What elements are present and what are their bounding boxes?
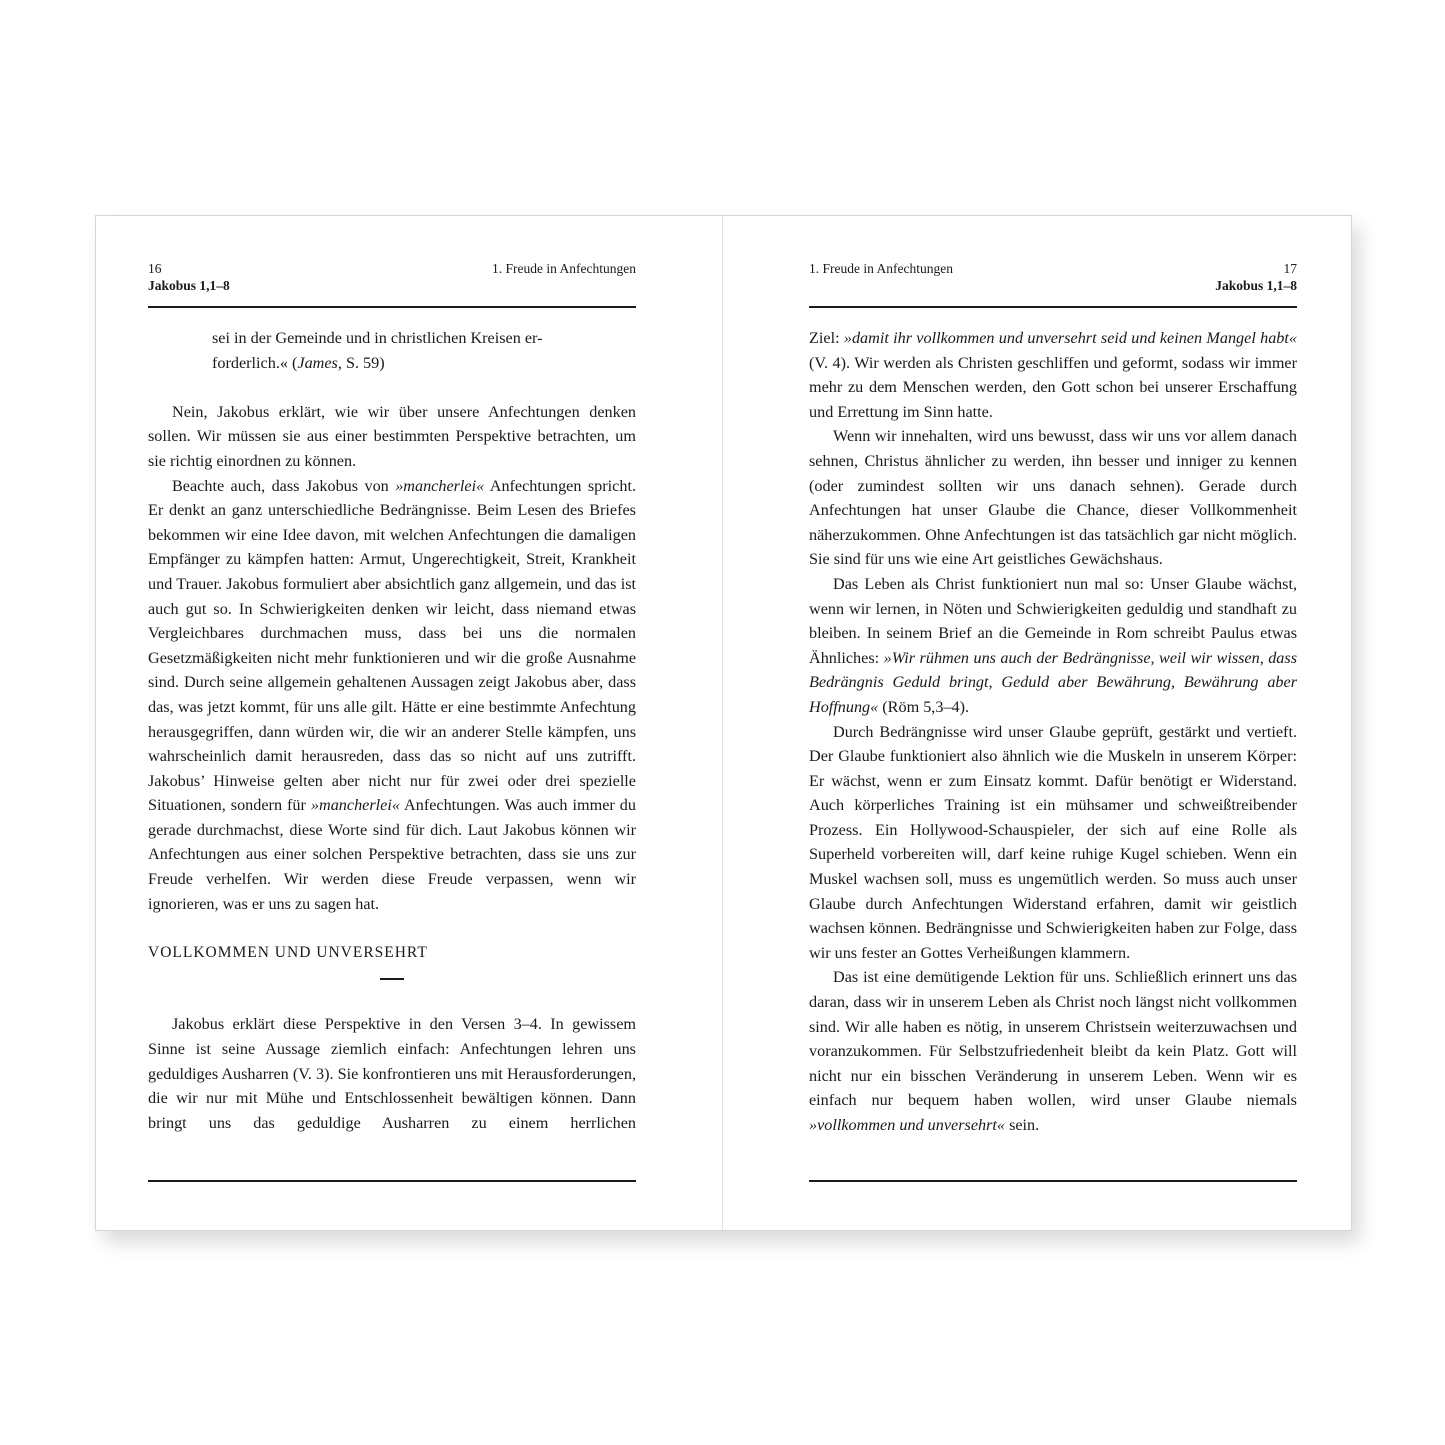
right-page	[723, 216, 1351, 1230]
text-run: Ziel:	[809, 329, 844, 347]
page-number: 17	[1283, 261, 1297, 276]
paragraph	[809, 965, 1297, 1137]
block-quote	[212, 326, 572, 375]
text-run: Beachte auch, dass Jakobus von	[172, 476, 396, 495]
section-dash	[380, 978, 404, 980]
paragraph	[809, 572, 1297, 720]
paragraph: Durch Bedrängnisse wird unser Glaube geprüft, gestärkt und vertieft. Der Glaube funktioniert also ähnlich wie die Muskeln in unserem Körper: Er wächst, wenn er zum Einsatz kommt. Dafür benötigt er Widerstand. Auch körperliches Training ist ein mühsamer und schweißtreibender Prozess. Ein Hollywood-Schauspieler, der sich auf eine Rolle als Superheld vorbereiten will, darf keine ruhige Kugel schieben. Wenn ein Muskel wachsen soll, muss es ungemütlich werden. So muss auch unser Glaube durch Anfechtungen Widerstand erfahren, damit wir geistlich wachsen können. Bedrängnisse und Schwierigkeiten haben zur Folge, dass wir uns fester an Gottes Verheißungen klammern.	[809, 722, 1297, 962]
page-number: 16	[148, 261, 162, 276]
section-title: VOLLKOMMEN UND UNVERSEHRT	[148, 943, 428, 961]
left-page-header	[148, 261, 636, 297]
text-run: sein.	[1005, 1116, 1040, 1134]
paragraph: Nein, Jakobus erklärt, wie wir über unsere Anfechtungen denken sollen. Wir müssen sie aus einer bestimmten Perspektive betrachten, um sie richtig einordnen zu können.	[148, 402, 636, 470]
italic-quote: »Wir rühmen uns auch der Bedrängnisse, weil wir wissen, dass Bedrängnis Geduld bringt, Geduld aber Bewährung, Bewährung aber Hoffnung«	[809, 648, 1297, 716]
italic-quote: »mancherlei«	[395, 476, 485, 495]
quote-line: sei in der Gemeinde und in christlichen Kreisen er-	[212, 329, 543, 347]
paragraph: Wenn wir innehalten, wird uns bewusst, dass wir uns vor allem danach sehnen, Christus ähnlicher zu werden, ihn besser und inniger zu kennen (oder zumindest sollten wir uns danach sehnen). Gerade durch Anfechtungen hat unser Glaube die Chance, dieser Vollkommenheit näherzukommen. Ohne Anfechtungen ist das tatsächlich gar nicht möglich. Sie sind für uns wie eine Art geistliches Gewächshaus.	[809, 427, 1297, 569]
running-head: 1. Freude in Anfechtungen	[492, 261, 636, 276]
quote-text: forderlich.« (	[212, 353, 298, 372]
left-page	[96, 216, 722, 1230]
quote-text: , S. 59)	[337, 353, 385, 372]
left-page-body	[148, 326, 636, 1135]
quote-source-title: James	[297, 353, 338, 372]
italic-quote: »damit ihr vollkommen und unversehrt seid und keinen Mangel habt«	[843, 329, 1297, 347]
right-page-header	[809, 261, 1297, 297]
running-head: 1. Freude in Anfechtungen	[809, 261, 953, 276]
text-run: (V. 4). Wir werden als Christen geschliffen und geformt, sodass wir immer mehr zu dem Menschen werden, den Gott schon bei unserer Erschaffung und Errettung im Sinn hatte.	[809, 353, 1297, 421]
text-run: Das Leben als Christ funktioniert nun mal so: Unser Glaube wächst, wenn wir lernen, in Nöten und Schwierigkeiten geduldig und standhaft zu bleiben. In seinem Brief an die Gemeinde in Rom schreibt Paulus etwas Ähnliches:	[809, 574, 1297, 667]
paragraph: Jakobus erklärt diese Perspektive in den Versen 3–4. In gewissem Sinne ist seine Aussage ziemlich einfach: Anfechtungen lehren uns geduldiges Ausharren (V. 3). Sie konfrontieren uns mit Herausforderungen, die wir nur mit Mühe und Entschlossenheit bewältigen können. Dann bringt uns das geduldige Ausharren zu einem herrlichen	[148, 1015, 636, 1132]
text-run: Anfechtungen spricht. Er denkt an ganz unterschiedliche Bedrängnisse. Beim Lesen des Briefes bekommen wir eine Idee davon, mit welchen Anfechtungen die damaligen Empfänger zu kämpfen hatten: Armut, Ungerechtigkeit, Streit, Krankheit und Trauer. Jakobus formuliert aber absichtlich ganz allgemein, und das ist auch gut so. In Schwierigkeiten denken wir leicht, dass niemand etwas Vergleichbares durchmachen muss, dass bei uns die normalen Gesetzmäßigkeiten nicht mehr funktionieren und wir die große Ausnahme sind. Durch seine allgemein gehaltenen Aussagen zeigt Jakobus aber, dass das, was jetzt kommt, für uns alle gilt. Hätte er eine bestimmte Anfechtung herausgegriffen, dann würden wir, die wir an anderer Stelle kämpfen, uns wahrscheinlich damit herausreden, dass das so nicht auf uns zutrifft. Jakobus’ Hinweise gelten aber nicht nur für zwei oder drei spezielle Situationen, sondern für	[148, 476, 636, 815]
bible-reference: Jakobus 1,1–8	[1215, 278, 1297, 293]
text-run: Das ist eine demütigende Lektion für uns. Schließlich erinnert uns das daran, dass wir in unserem Leben als Christ noch längst nicht vollkommen sind. Wir alle haben es nötig, in unserem Christsein weiterzuwachsen und voranzukommen. Für Selbstzufriedenheit bleibt da kein Platz. Gott will nicht nur ein bisschen Veränderung in unserem Leben. Wenn wir es einfach nur bequem haben wollen, wird unser Glaube niemals	[809, 968, 1297, 1110]
quote-line	[212, 351, 572, 376]
footer-rule	[809, 1180, 1297, 1182]
text-run: Anfechtungen. Was auch immer du gerade durchmachst, diese Worte sind für dich. Laut Jakobus können wir Anfechtungen aus einer solchen Perspektive betrachten, dass sie uns zur Freude verhelfen. Wir werden diese Freude verpassen, wenn wir ignorieren, was er uns zu sagen hat.	[148, 796, 636, 913]
footer-rule	[148, 1180, 636, 1182]
paragraph	[809, 326, 1297, 424]
italic-quote: »vollkommen und unversehrt«	[809, 1116, 1006, 1134]
italic-quote: »mancherlei«	[310, 796, 400, 815]
bible-reference: Jakobus 1,1–8	[148, 278, 230, 293]
paragraph	[148, 474, 636, 917]
header-rule	[809, 306, 1297, 308]
header-rule	[148, 306, 636, 308]
book-spread	[95, 215, 1352, 1231]
right-page-body	[809, 326, 1297, 1138]
text-run: (Röm 5,3–4).	[878, 697, 970, 716]
